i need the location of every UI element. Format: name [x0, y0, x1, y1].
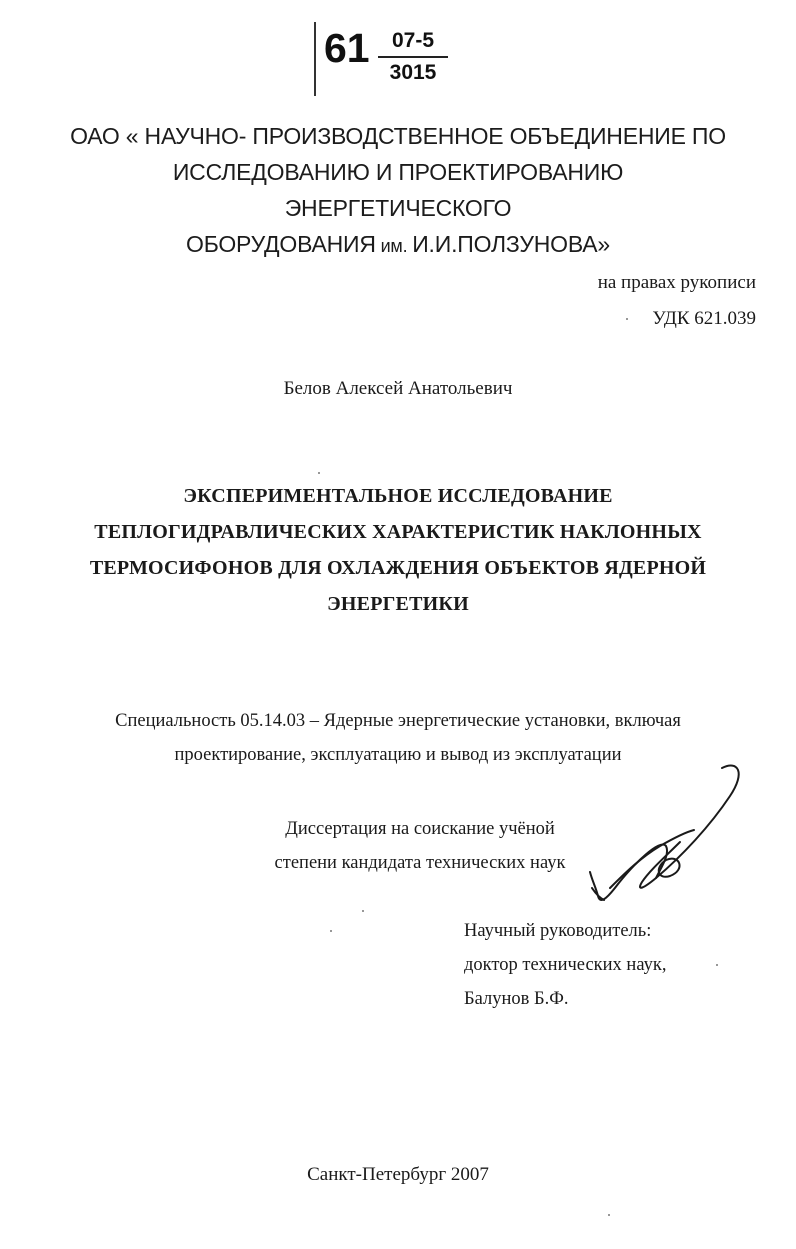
specialty-line-2: проектирование, эксплуатацию и вывод из эксплуатации — [174, 745, 622, 765]
advisor-degree: доктор технических наук, — [464, 955, 667, 975]
catalog-main-number: 61 — [324, 25, 370, 71]
organization-line-1: ОАО « НАУЧНО- ПРОИЗВОДСТВЕННОЕ ОБЪЕДИНЕНИЕ ПО — [70, 123, 726, 149]
catalog-numerator: 07-5 — [391, 29, 435, 52]
scan-speck — [716, 964, 718, 966]
scan-speck — [362, 910, 364, 912]
organization-line-3-prefix: ОБОРУДОВАНИЯ — [186, 231, 376, 257]
scan-speck — [626, 318, 628, 320]
organization-line-3-small: им. — [375, 236, 413, 256]
catalog-number — [312, 18, 462, 98]
organization-line-3-suffix: И.И.ПОЛЗУНОВА» — [412, 231, 610, 257]
organization-name — [60, 118, 736, 264]
signature — [570, 760, 770, 910]
organization-line-2: ИССЛЕДОВАНИЮ И ПРОЕКТИРОВАНИЮ ЭНЕРГЕТИЧЕСКОГО — [172, 159, 624, 221]
manuscript-note: на правах рукописи — [597, 272, 756, 293]
city-year: Санкт-Петербург 2007 — [307, 1164, 489, 1185]
title-line-4: ЭНЕРГЕТИКИ — [327, 593, 469, 615]
dissertation-line-2: степени кандидата технических наук — [274, 853, 566, 873]
scan-speck — [318, 472, 320, 474]
advisor-name: Балунов Б.Ф. — [464, 989, 569, 1009]
title-line-2: ТЕПЛОГИДРАВЛИЧЕСКИХ ХАРАКТЕРИСТИК НАКЛОННЫХ — [94, 521, 702, 543]
scan-speck — [608, 1214, 610, 1216]
scan-speck — [330, 930, 332, 932]
dissertation-title — [60, 478, 736, 622]
dissertation-line-1: Диссертация на соискание учёной — [285, 819, 555, 839]
title-line-1: ЭКСПЕРИМЕНТАЛЬНОЕ ИССЛЕДОВАНИЕ — [183, 485, 613, 507]
dissertation-type — [220, 812, 620, 880]
udc-code: УДК 621.039 — [652, 308, 756, 329]
title-line-3: ТЕРМОСИФОНОВ ДЛЯ ОХЛАЖДЕНИЯ ОБЪЕКТОВ ЯДЕРНОЙ — [89, 557, 707, 579]
specialty-line-1: Специальность 05.14.03 – Ядерные энергетические установки, включая — [115, 711, 681, 731]
author-name: Белов Алексей Анатольевич — [283, 378, 513, 399]
catalog-vertical-bar — [314, 22, 316, 96]
catalog-denominator: 3015 — [389, 61, 437, 84]
catalog-fraction-line — [378, 56, 448, 58]
advisor-label: Научный руководитель: — [464, 921, 652, 941]
organization-line-3 — [60, 226, 736, 264]
advisor-block — [464, 914, 666, 1016]
